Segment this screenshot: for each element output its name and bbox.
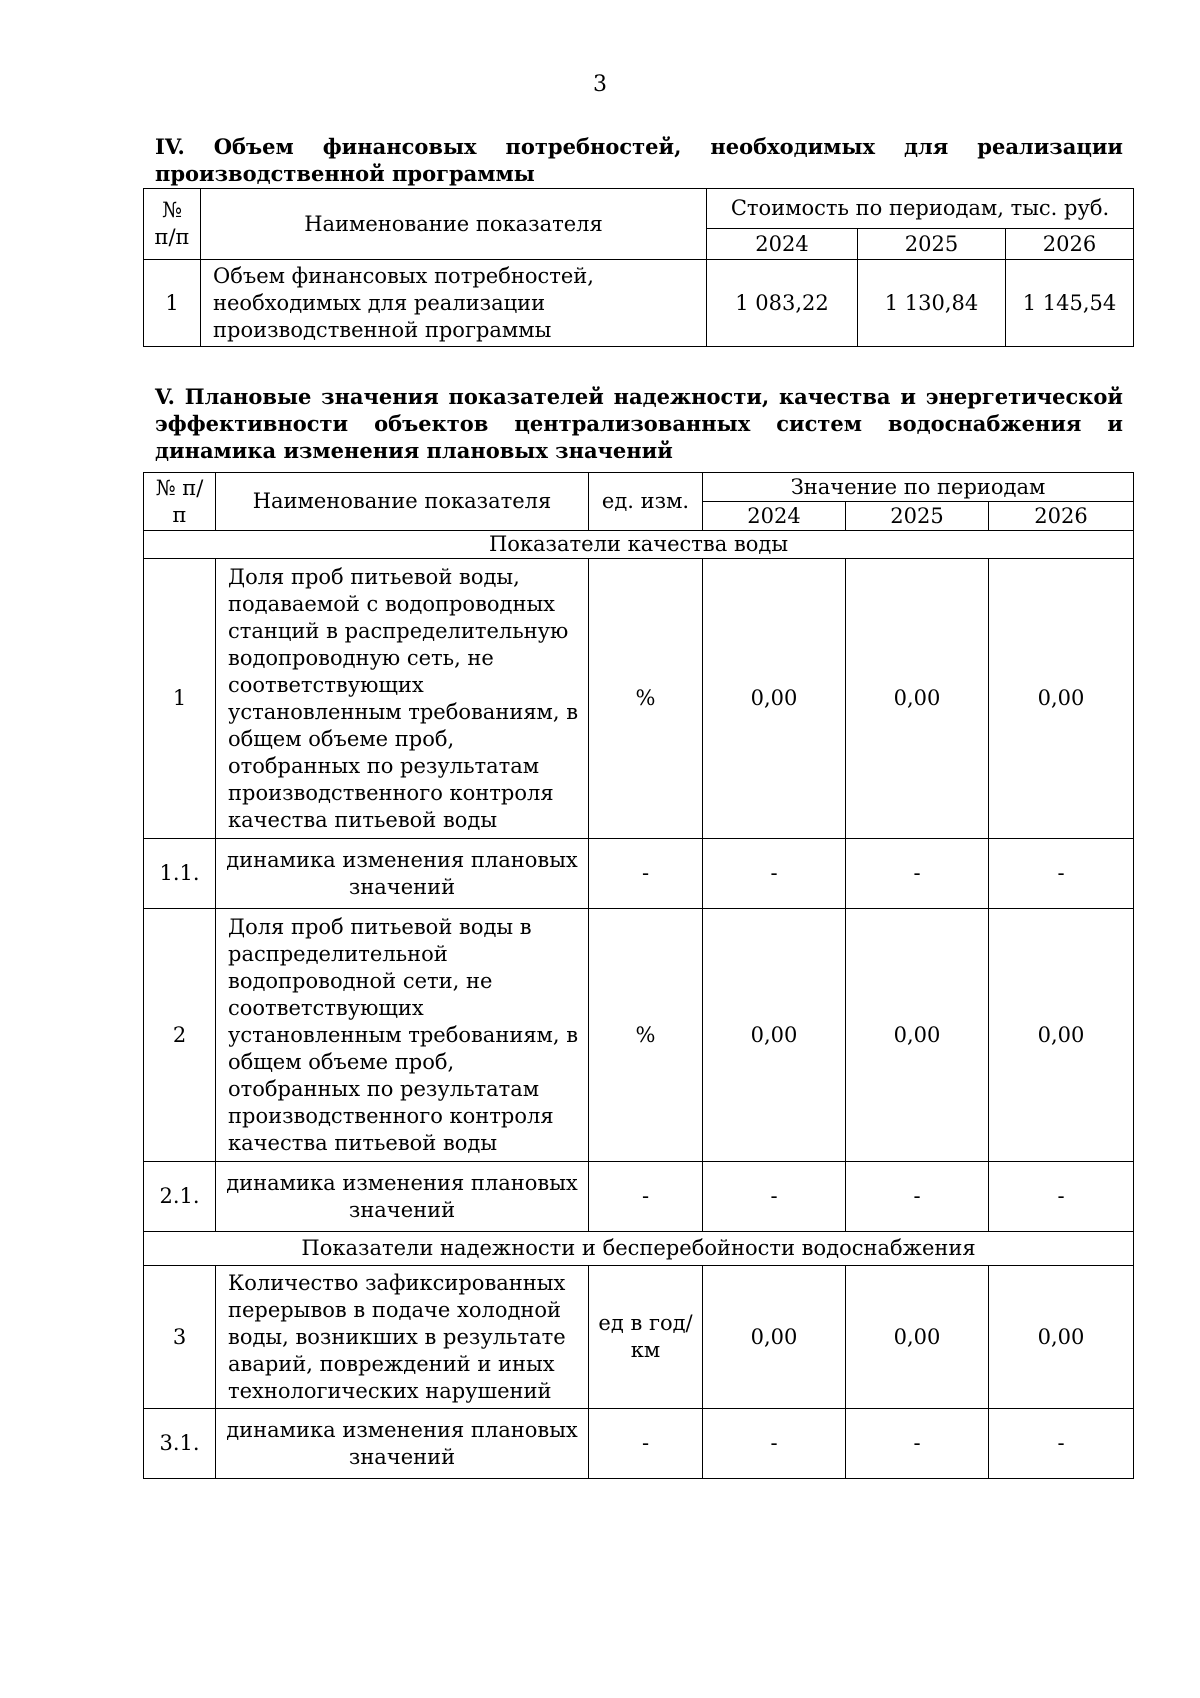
table-header-row [144, 189, 1134, 229]
row-value: - [989, 839, 1134, 909]
row-num: 2.1. [144, 1162, 216, 1232]
row-unit: ед в год/ км [589, 1266, 703, 1409]
row-value: - [846, 1409, 989, 1479]
year-header: 2025 [858, 229, 1006, 260]
row-value: 0,00 [846, 1266, 989, 1409]
row-value: - [846, 1162, 989, 1232]
section-4-heading: IV. Объем финансовых потребностей, необходимых для реализации производственной программы [155, 134, 1123, 186]
year-header: 2024 [703, 502, 846, 531]
row-name: Количество зафиксированных перерывов в подаче холодной воды, возникших в результате аварий, повреждений и иных технологических нарушений [216, 1266, 589, 1409]
col-values-header: Значение по периодам [703, 473, 1134, 502]
row-unit: - [589, 1162, 703, 1232]
row-num: 1.1. [144, 839, 216, 909]
table-row [144, 1162, 1134, 1232]
row-value: - [703, 839, 846, 909]
row-name: Объем финансовых потребностей, необходимых для реализации производственной программы [201, 260, 707, 347]
row-unit: % [589, 559, 703, 839]
row-unit: - [589, 839, 703, 909]
section-5-heading: V. Плановые значения показателей надежности, качества и энергетической эффективности объектов централизованных систем водоснабжения и динамика изменения плановых значений [155, 384, 1123, 463]
row-value: - [989, 1409, 1134, 1479]
col-name-header: Наименование показателя [216, 473, 589, 531]
table-row [144, 559, 1134, 839]
row-value: 0,00 [846, 559, 989, 839]
indicators-table [143, 472, 1134, 1479]
row-name: динамика изменения плановых значений [216, 1409, 589, 1479]
group-row [144, 531, 1134, 559]
col-name-header: Наименование показателя [201, 189, 707, 260]
row-value: 1 083,22 [707, 260, 858, 347]
year-header: 2024 [707, 229, 858, 260]
year-header: 2026 [1006, 229, 1134, 260]
row-value: 0,00 [703, 559, 846, 839]
row-unit: % [589, 909, 703, 1162]
row-value: - [846, 839, 989, 909]
financial-needs-table [143, 188, 1134, 347]
row-value: 1 130,84 [858, 260, 1006, 347]
group-row [144, 1232, 1134, 1266]
table-row [144, 260, 1134, 347]
group-title: Показатели надежности и бесперебойности водоснабжения [144, 1232, 1134, 1266]
row-value: 0,00 [703, 909, 846, 1162]
row-unit: - [589, 1409, 703, 1479]
table-row [144, 909, 1134, 1162]
table-row [144, 1409, 1134, 1479]
row-value: 0,00 [703, 1266, 846, 1409]
row-value: 0,00 [989, 559, 1134, 839]
row-value: 1 145,54 [1006, 260, 1134, 347]
row-value: 0,00 [989, 1266, 1134, 1409]
col-num-header: № п/п [144, 473, 216, 531]
col-num-header: № п/п [144, 189, 201, 260]
col-unit-header: ед. изм. [589, 473, 703, 531]
row-name: динамика изменения плановых значений [216, 1162, 589, 1232]
row-name: Доля проб питьевой воды в распределительной водопроводной сети, не соответствующих установленным требованиям, в общем объеме проб, отобранных по результатам производственного контроля качества питьевой воды [216, 909, 589, 1162]
table-row [144, 839, 1134, 909]
table-row [144, 1266, 1134, 1409]
row-value: - [989, 1162, 1134, 1232]
row-num: 3 [144, 1266, 216, 1409]
row-num: 1 [144, 559, 216, 839]
row-value: 0,00 [989, 909, 1134, 1162]
year-header: 2025 [846, 502, 989, 531]
row-num: 2 [144, 909, 216, 1162]
group-title: Показатели качества воды [144, 531, 1134, 559]
table-header-row [144, 473, 1134, 502]
row-name: Доля проб питьевой воды, подаваемой с водопроводных станций в распределительную водопроводную сеть, не соответствующих установленным требованиям, в общем объеме проб, отобранных по результатам производственного контроля качества питьевой воды [216, 559, 589, 839]
page-number: 3 [593, 72, 607, 97]
row-value: 0,00 [846, 909, 989, 1162]
row-name: динамика изменения плановых значений [216, 839, 589, 909]
row-value: - [703, 1162, 846, 1232]
row-num: 1 [144, 260, 201, 347]
row-num: 3.1. [144, 1409, 216, 1479]
col-cost-header: Стоимость по периодам, тыс. руб. [707, 189, 1134, 229]
year-header: 2026 [989, 502, 1134, 531]
row-value: - [703, 1409, 846, 1479]
